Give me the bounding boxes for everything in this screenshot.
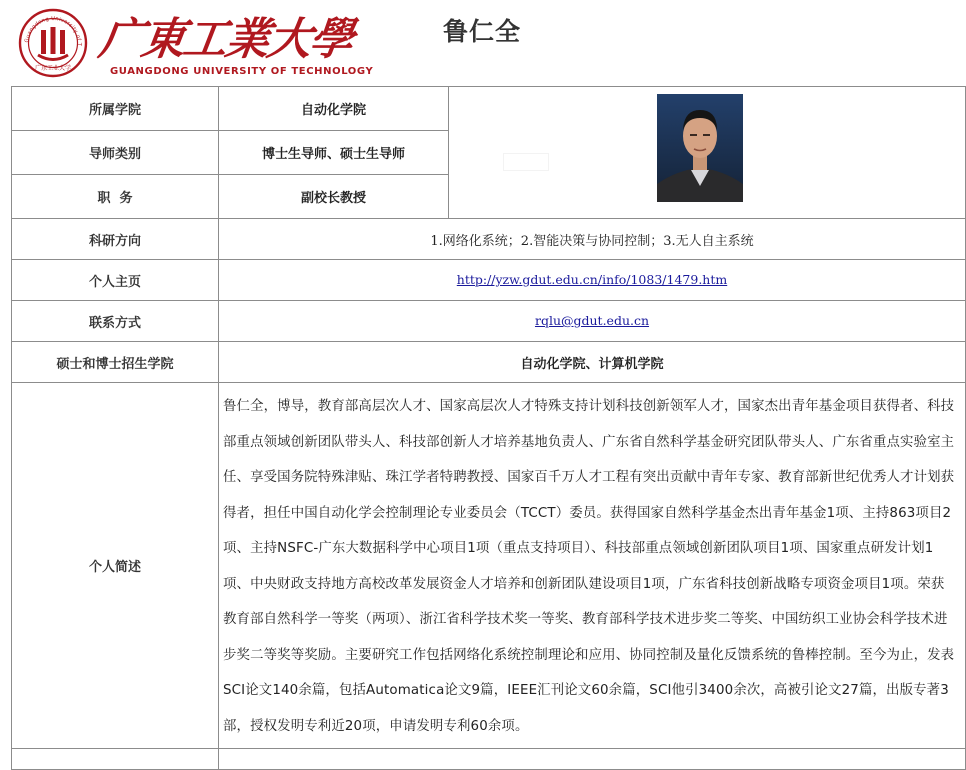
next-row-value-cell — [219, 749, 966, 770]
table-row-contact — [12, 301, 966, 342]
university-calligraphy-logo — [95, 8, 356, 66]
svg-text:Guangdong University of Techno: Guangdong University of T — [24, 15, 83, 46]
position-label: 职 务 — [12, 175, 219, 219]
research-label: 科研方向 — [12, 219, 219, 260]
university-logo[interactable] — [18, 8, 374, 80]
research-value: 1.网络化系统；2.智能决策与协同控制；3.无人自主系统 — [219, 219, 966, 260]
svg-text:广东工业大学: 广东工业大学 — [34, 65, 72, 72]
table-row-homepage — [12, 260, 966, 301]
homepage-link[interactable]: http://yzw.gdut.edu.cn/info/1083/1479.htm — [456, 272, 728, 287]
homepage-value-cell — [219, 260, 966, 301]
photo-placeholder — [503, 153, 549, 171]
bio-text: 鲁仁全，博导，教育部高层次人才、国家高层次人才特殊支持计划科技创新领军人才，国家杰出青年基金项目获得者、科技部重点领域创新团队带头人、科技部创新人才培养基地负责人、广东省自然科学基金研究团队带头人、广东省重点实验室主任、享受国务院特殊津贴、珠江学者特聘教授、国家百千万人才工程有突出贡献中青年专家、教育部新世纪优秀人才计划获得者，担任中国自动化学会控制理论专业委员会（TCCT）委员。获得国家自然科学基金杰出青年基金1项、主持863项目2项、主持NSFC-广东大数据科学中心项目1项（重点支持项目）、科技部重点领域创新团队项目1项、国家重点研发计划1项、中央财政支持地方高校改革发展资金人才培养和创新团队建设项目1项，广东省科技创新战略专项资金项目1项。荣获教育部自然科学一等奖（两项）、浙江省科学技术奖一等奖、教育部科学技术进步奖二等奖、中国纺织工业协会科学技术进步奖二等奖等奖励。主要研究工作包括网络化系统控制理论和应用、协同控制及量化反馈系统的鲁棒控制。至今为止，发表SCI论文140余篇，包括Automatica论文9篇，IEEE汇刊论文60余篇，SCI他引3400余次，高被引论文27篇，出版专著3部，授权发明专利近20项，申请发明专利60余项。 — [219, 383, 966, 749]
table-row-research — [12, 219, 966, 260]
svg-text:广東工業大學: 广東工業大學 — [95, 13, 356, 65]
next-row-label-cell — [12, 749, 219, 770]
table-row-enroll-college — [12, 342, 966, 383]
enroll-college-label: 硕士和博士招生学院 — [12, 342, 219, 383]
page-title: 鲁仁全 — [442, 17, 521, 46]
table-row-next — [12, 749, 966, 770]
contact-value-cell — [219, 301, 966, 342]
homepage-label: 个人主页 — [12, 260, 219, 301]
supervisor-type-value: 博士生导师、硕士生导师 — [219, 131, 449, 175]
enroll-college-value: 自动化学院、计算机学院 — [219, 342, 966, 383]
bio-label: 个人简述 — [12, 383, 219, 749]
portrait-photo — [657, 94, 743, 202]
college-value: 自动化学院 — [219, 87, 449, 131]
photo-cell — [449, 87, 966, 219]
position-value: 副校长教授 — [219, 175, 449, 219]
table-row-bio — [12, 383, 966, 749]
profile-table — [11, 86, 966, 770]
college-label: 所属学院 — [12, 87, 219, 131]
university-english-name: GUANGDONG UNIVERSITY OF TECHNOLOGY — [110, 66, 374, 77]
page-header — [0, 0, 964, 78]
contact-label: 联系方式 — [12, 301, 219, 342]
email-link[interactable]: rqlu@gdut.edu.cn — [534, 313, 650, 328]
table-row-college — [12, 87, 966, 131]
university-seal-icon — [18, 8, 88, 78]
supervisor-type-label: 导师类别 — [12, 131, 219, 175]
